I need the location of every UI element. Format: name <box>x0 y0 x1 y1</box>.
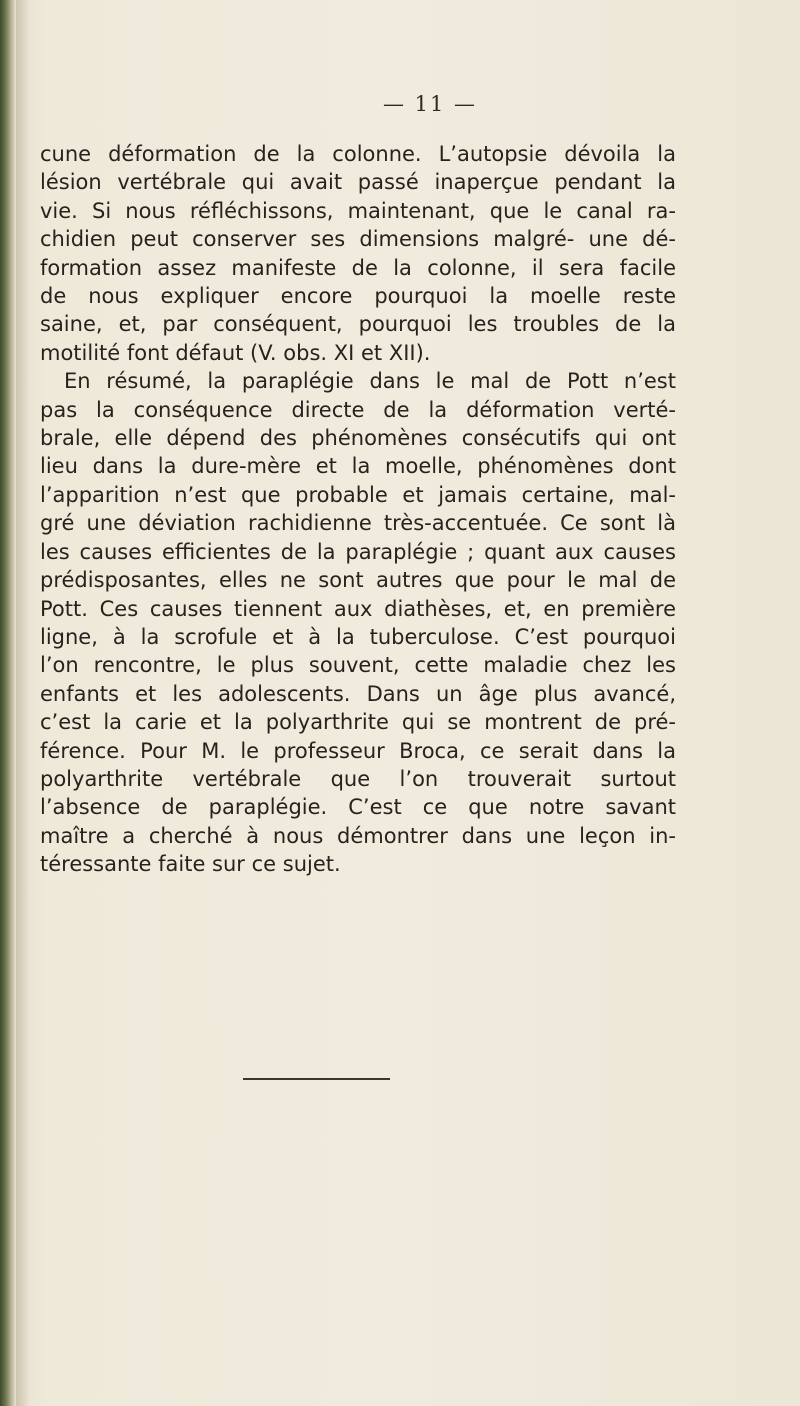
text-line: formation assez manifeste de la colonne, il sera facile <box>40 255 676 280</box>
text-line: prédisposantes, elles ne sont autres que pour le mal de <box>40 568 676 593</box>
text-line: gré une déviation rachidienne très-accentuée. Ce sont là <box>40 511 676 536</box>
text-line: téressante faite sur ce sujet. <box>40 852 341 877</box>
text-line: pas la conséquence directe de la déformation verté- <box>40 397 676 422</box>
text-line: brale, elle dépend des phénomènes consécutifs qui ont <box>40 426 676 451</box>
text-line: c’est la carie et la polyarthrite qui se montrent de pré- <box>40 710 676 735</box>
text-line: polyarthrite vertébrale que l’on trouverait surtout <box>40 766 676 791</box>
text-line: motilité font défaut (V. obs. XI et XII). <box>40 340 431 365</box>
binding-gutter <box>0 0 16 1406</box>
paragraph-start-line: En résumé, la paraplégie dans le mal de Pott n’est <box>64 369 676 394</box>
text-line: férence. Pour M. le professeur Broca, ce serait dans la <box>40 738 676 763</box>
text-line: l’absence de paraplégie. C’est ce que notre savant <box>40 795 676 820</box>
text-line: maître a cherché à nous démontrer dans une leçon in- <box>40 823 676 848</box>
text-line: ligne, à la scrofule et à la tuberculose. C’est pourquoi <box>40 624 676 649</box>
text-line: enfants et les adolescents. Dans un âge plus avancé, <box>40 681 676 706</box>
text-line: l’apparition n’est que probable et jamais certaine, mal- <box>40 482 676 507</box>
text-line: lésion vertébrale qui avait passé inaperçue pendant la <box>40 170 676 195</box>
text-line: chidien peut conserver ses dimensions malgré- une dé- <box>40 227 676 252</box>
text-line: cune déformation de la colonne. L’autopsie dévoila la <box>40 142 676 166</box>
text-line: les causes efficientes de la paraplégie ; quant aux causes <box>40 539 676 564</box>
text-line: de nous expliquer encore pourquoi la moelle reste <box>40 284 676 309</box>
text-line: lieu dans la dure-mère et la moelle, phénomènes dont <box>40 454 676 479</box>
text-line: l’on rencontre, le plus souvent, cette maladie chez les <box>40 653 676 678</box>
section-rule <box>243 1078 390 1080</box>
body-text <box>40 140 676 879</box>
gutter-shadow <box>16 0 30 1406</box>
text-line: Pott. Ces causes tiennent aux diathèses, et, en première <box>40 596 676 621</box>
text-line: vie. Si nous réfléchissons, maintenant, que le canal ra- <box>40 198 676 223</box>
page-number: — 11 — <box>382 92 478 116</box>
text-line: saine, et, par conséquent, pourquoi les troubles de la <box>40 312 676 337</box>
